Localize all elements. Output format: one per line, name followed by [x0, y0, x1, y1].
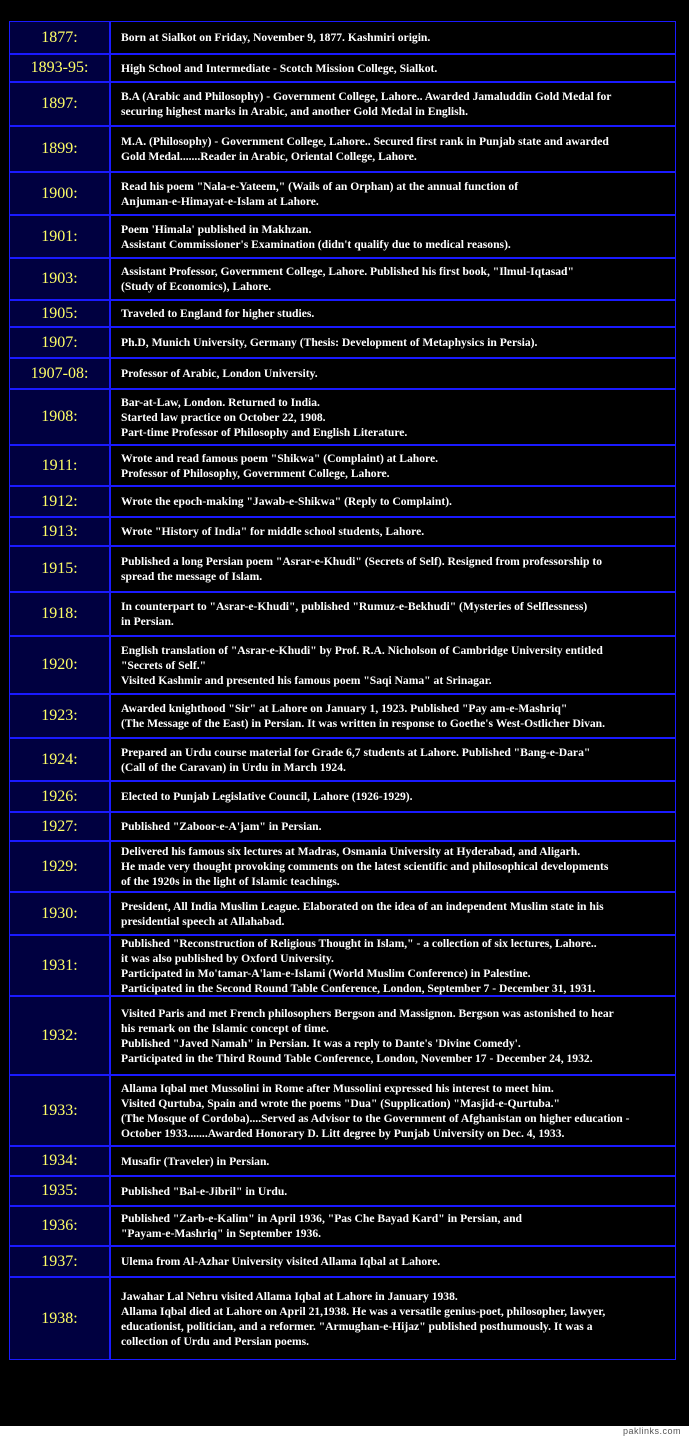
event-line: Allama Iqbal died at Lahore on April 21,1938. He was a versatile genius-poet, philosopher, lawyer,: [121, 1304, 606, 1318]
year-cell: 1913:: [10, 518, 111, 545]
event-line: Allama Iqbal met Mussolini in Rome after Mussolini expressed his interest to meet him.: [121, 1081, 554, 1095]
timeline-row: [10, 357, 675, 388]
event-line: In counterpart to "Asrar-e-Khudi", published "Rumuz-e-Bekhudi" (Mysteries of Selflessness): [121, 600, 588, 613]
event-description: [111, 487, 675, 516]
timeline-row: [10, 780, 675, 811]
timeline-row: [10, 891, 675, 934]
timeline-row: [10, 737, 675, 780]
timeline-row: [10, 591, 675, 635]
event-description: [111, 547, 675, 591]
timeline-row: [10, 811, 675, 840]
event-line: Published "Reconstruction of Religious Thought in Islam," - a collection of six lectures, Lahore..: [121, 936, 597, 950]
year-cell: 1900:: [10, 173, 111, 214]
event-line: Started law practice on October 22, 1908.: [121, 410, 326, 424]
event-line: Gold Medal.......Reader in Arabic, Oriental College, Lahore.: [121, 150, 417, 163]
year-cell: 1932:: [10, 997, 111, 1074]
event-line: of the 1920s in the light of Islamic teachings.: [121, 875, 340, 888]
event-line: his remark on the Islamic concept of time.: [121, 1021, 329, 1035]
year-cell: 1911:: [10, 446, 111, 485]
event-line: Published a long Persian poem "Asrar-e-Khudi" (Secrets of Self). Resigned from professorship to: [121, 555, 603, 568]
event-line: Ulema from Al-Azhar University visited Allama Iqbal at Lahore.: [121, 1255, 441, 1268]
event-line: Published "Zarb-e-Kalim" in April 1936, "Pas Che Bayad Kard" in Persian, and: [121, 1212, 522, 1225]
event-line: spread the message of Islam.: [121, 570, 263, 583]
event-line: presidential speech at Allahabad.: [121, 914, 285, 928]
event-description: [111, 216, 675, 257]
timeline-row: [10, 1145, 675, 1175]
event-line: M.A. (Philosophy) - Government College, Lahore.. Secured first rank in Punjab state and awarded: [121, 135, 609, 148]
year-cell: 1893-95:: [10, 55, 111, 81]
year-cell: 1930:: [10, 893, 111, 934]
timeline-row: [10, 214, 675, 257]
year-cell: 1931:: [10, 936, 111, 995]
event-line: (The Message of the East) in Persian. It was written in response to Goethe's West-Ostlicher Divan.: [121, 717, 606, 730]
timeline-row: [10, 81, 675, 125]
year-cell: 1908:: [10, 390, 111, 444]
year-cell: 1907-08:: [10, 359, 111, 388]
timeline-row: [10, 22, 675, 53]
timeline-row: [10, 53, 675, 81]
timeline-row: [10, 1205, 675, 1245]
timeline-row: [10, 545, 675, 591]
timeline-row: [10, 444, 675, 485]
event-description: [111, 301, 675, 326]
event-description: [111, 1147, 675, 1175]
event-line: (Study of Economics), Lahore.: [121, 280, 272, 293]
event-line: Assistant Commissioner's Examination (didn't qualify due to medical reasons).: [121, 237, 511, 251]
event-description: [111, 997, 675, 1074]
timeline-row: [10, 1175, 675, 1205]
event-description: [111, 1207, 675, 1245]
timeline-row: [10, 125, 675, 171]
event-line: English translation of "Asrar-e-Khudi" by Prof. R.A. Nicholson of Cambridge University entitled: [121, 643, 603, 657]
event-line: "Payam-e-Mashriq" in September 1936.: [121, 1227, 322, 1240]
event-line: Elected to Punjab Legislative Council, Lahore (1926-1929).: [121, 790, 413, 803]
event-line: Ph.D, Munich University, Germany (Thesis: Development of Metaphysics in Persia).: [121, 336, 538, 349]
site-watermark: paklinks.com: [622, 1426, 681, 1436]
event-line: Poem 'Himala' published in Makhzan.: [121, 222, 312, 236]
event-description: [111, 637, 675, 693]
year-cell: 1937:: [10, 1247, 111, 1276]
timeline-row: [10, 1276, 675, 1359]
event-line: Participated in the Third Round Table Conference, London, November 17 - December 24, 1932.: [121, 1051, 593, 1065]
timeline-row: [10, 995, 675, 1074]
event-description: [111, 695, 675, 737]
year-cell: 1934:: [10, 1147, 111, 1175]
event-line: educationist, politician, and a reformer. "Armughan-e-Hijaz" published posthumously. It was a: [121, 1319, 593, 1333]
timeline-row: [10, 299, 675, 326]
event-line: Published "Zaboor-e-A'jam" in Persian.: [121, 820, 322, 833]
year-cell: 1912:: [10, 487, 111, 516]
year-cell: 1935:: [10, 1177, 111, 1205]
event-line: Anjuman-e-Himayat-e-Islam at Lahore.: [121, 194, 319, 208]
year-cell: 1938:: [10, 1278, 111, 1359]
year-cell: 1920:: [10, 637, 111, 693]
year-cell: 1897:: [10, 83, 111, 125]
event-line: Delivered his famous six lectures at Madras, Osmania University at Hyderabad, and Aligarh.: [121, 845, 581, 858]
timeline-row: [10, 1074, 675, 1145]
event-line: B.A (Arabic and Philosophy) - Government College, Lahore.. Awarded Jamaluddin Gold Medal for: [121, 90, 612, 103]
event-description: [111, 739, 675, 780]
timeline-row: [10, 485, 675, 516]
year-cell: 1927:: [10, 813, 111, 840]
event-description: [111, 1177, 675, 1205]
event-line: Bar-at-Law, London. Returned to India.: [121, 395, 320, 409]
event-line: Prepared an Urdu course material for Grade 6,7 students at Lahore. Published "Bang-e-Dara": [121, 745, 591, 759]
event-line: collection of Urdu and Persian poems.: [121, 1334, 310, 1348]
event-description: [111, 83, 675, 125]
event-line: Professor of Arabic, London University.: [121, 367, 318, 380]
event-description: [111, 328, 675, 357]
year-cell: 1877:: [10, 22, 111, 53]
event-line: October 1933.......Awarded Honorary D. Litt degree by Punjab University on Dec. 4, 1933.: [121, 1126, 565, 1140]
event-line: Professor of Philosophy, Government College, Lahore.: [121, 466, 390, 480]
event-line: Read his poem "Nala-e-Yateem," (Wails of an Orphan) at the annual function of: [121, 179, 519, 193]
event-line: it was also published by Oxford University.: [121, 951, 334, 965]
event-line: Wrote and read famous poem "Shikwa" (Complaint) at Lahore.: [121, 451, 439, 465]
timeline-table: [9, 21, 676, 1360]
event-line: Participated in Mo'tamar-A'lam-e-Islami (World Muslim Conference) in Palestine.: [121, 966, 531, 980]
event-description: [111, 55, 675, 81]
year-cell: 1915:: [10, 547, 111, 591]
year-cell: 1924:: [10, 739, 111, 780]
event-line: Traveled to England for higher studies.: [121, 307, 315, 320]
event-description: [111, 842, 675, 891]
year-cell: 1929:: [10, 842, 111, 891]
event-line: Assistant Professor, Government College, Lahore. Published his first book, "Ilmul-Iqtasad": [121, 265, 574, 278]
year-cell: 1926:: [10, 782, 111, 811]
event-description: [111, 1247, 675, 1276]
event-description: [111, 446, 675, 485]
event-line: Awarded knighthood "Sir" at Lahore on January 1, 1923. Published "Pay am-e-Mashriq": [121, 702, 568, 715]
year-cell: 1899:: [10, 127, 111, 171]
event-description: [111, 359, 675, 388]
event-description: [111, 936, 675, 995]
event-line: Participated in the Second Round Table Conference, London, September 7 - December 31, 1931.: [121, 981, 596, 995]
event-line: Visited Qurtuba, Spain and wrote the poems "Dua" (Supplication) "Masjid-e-Qurtuba.": [121, 1096, 560, 1110]
event-line: "Secrets of Self.": [121, 658, 207, 672]
event-description: [111, 593, 675, 635]
event-description: [111, 259, 675, 299]
timeline-row: [10, 635, 675, 693]
timeline-row: [10, 693, 675, 737]
year-cell: 1936:: [10, 1207, 111, 1245]
event-line: (The Mosque of Cordoba)....Served as Advisor to the Government of Afghanistan on higher education -: [121, 1111, 630, 1125]
event-line: (Call of the Caravan) in Urdu in March 1924.: [121, 760, 346, 774]
event-description: [111, 22, 675, 53]
event-line: Wrote the epoch-making "Jawab-e-Shikwa" (Reply to Complaint).: [121, 495, 452, 508]
timeline-row: [10, 388, 675, 444]
event-line: Wrote "History of India" for middle school students, Lahore.: [121, 525, 425, 538]
event-line: in Persian.: [121, 615, 174, 628]
year-cell: 1918:: [10, 593, 111, 635]
timeline-row: [10, 516, 675, 545]
timeline-row: [10, 326, 675, 357]
timeline-row: [10, 840, 675, 891]
event-line: High School and Intermediate - Scotch Mission College, Sialkot.: [121, 61, 438, 75]
timeline-row: [10, 257, 675, 299]
timeline-row: [10, 1245, 675, 1276]
event-line: Musafir (Traveler) in Persian.: [121, 1154, 270, 1168]
event-description: [111, 1278, 675, 1359]
event-description: [111, 1076, 675, 1145]
event-description: [111, 893, 675, 934]
event-line: Published "Bal-e-Jibril" in Urdu.: [121, 1184, 288, 1198]
event-line: Born at Sialkot on Friday, November 9, 1877. Kashmiri origin.: [121, 31, 431, 44]
year-cell: 1933:: [10, 1076, 111, 1145]
timeline-row: [10, 934, 675, 995]
event-line: securing highest marks in Arabic, and another Gold Medal in English.: [121, 105, 469, 118]
year-cell: 1923:: [10, 695, 111, 737]
event-description: [111, 173, 675, 214]
event-line: President, All India Muslim League. Elaborated on the idea of an independent Muslim state in his: [121, 899, 604, 913]
event-line: Part-time Professor of Philosophy and English Literature.: [121, 425, 408, 439]
event-line: Visited Kashmir and presented his famous poem "Saqi Nama" at Srinagar.: [121, 673, 492, 687]
event-description: [111, 782, 675, 811]
event-description: [111, 518, 675, 545]
timeline-row: [10, 171, 675, 214]
year-cell: 1907:: [10, 328, 111, 357]
event-line: He made very thought provoking comments on the latest scientific and philosophical developments: [121, 860, 609, 873]
event-line: Published "Javed Namah" in Persian. It was a reply to Dante's 'Divine Comedy'.: [121, 1036, 521, 1050]
year-cell: 1903:: [10, 259, 111, 299]
year-cell: 1901:: [10, 216, 111, 257]
event-description: [111, 813, 675, 840]
event-description: [111, 390, 675, 444]
event-line: Visited Paris and met French philosophers Bergson and Massignon. Bergson was astonished to hear: [121, 1006, 614, 1020]
event-description: [111, 127, 675, 171]
event-line: Jawahar Lal Nehru visited Allama Iqbal at Lahore in January 1938.: [121, 1289, 458, 1303]
year-cell: 1905:: [10, 301, 111, 326]
